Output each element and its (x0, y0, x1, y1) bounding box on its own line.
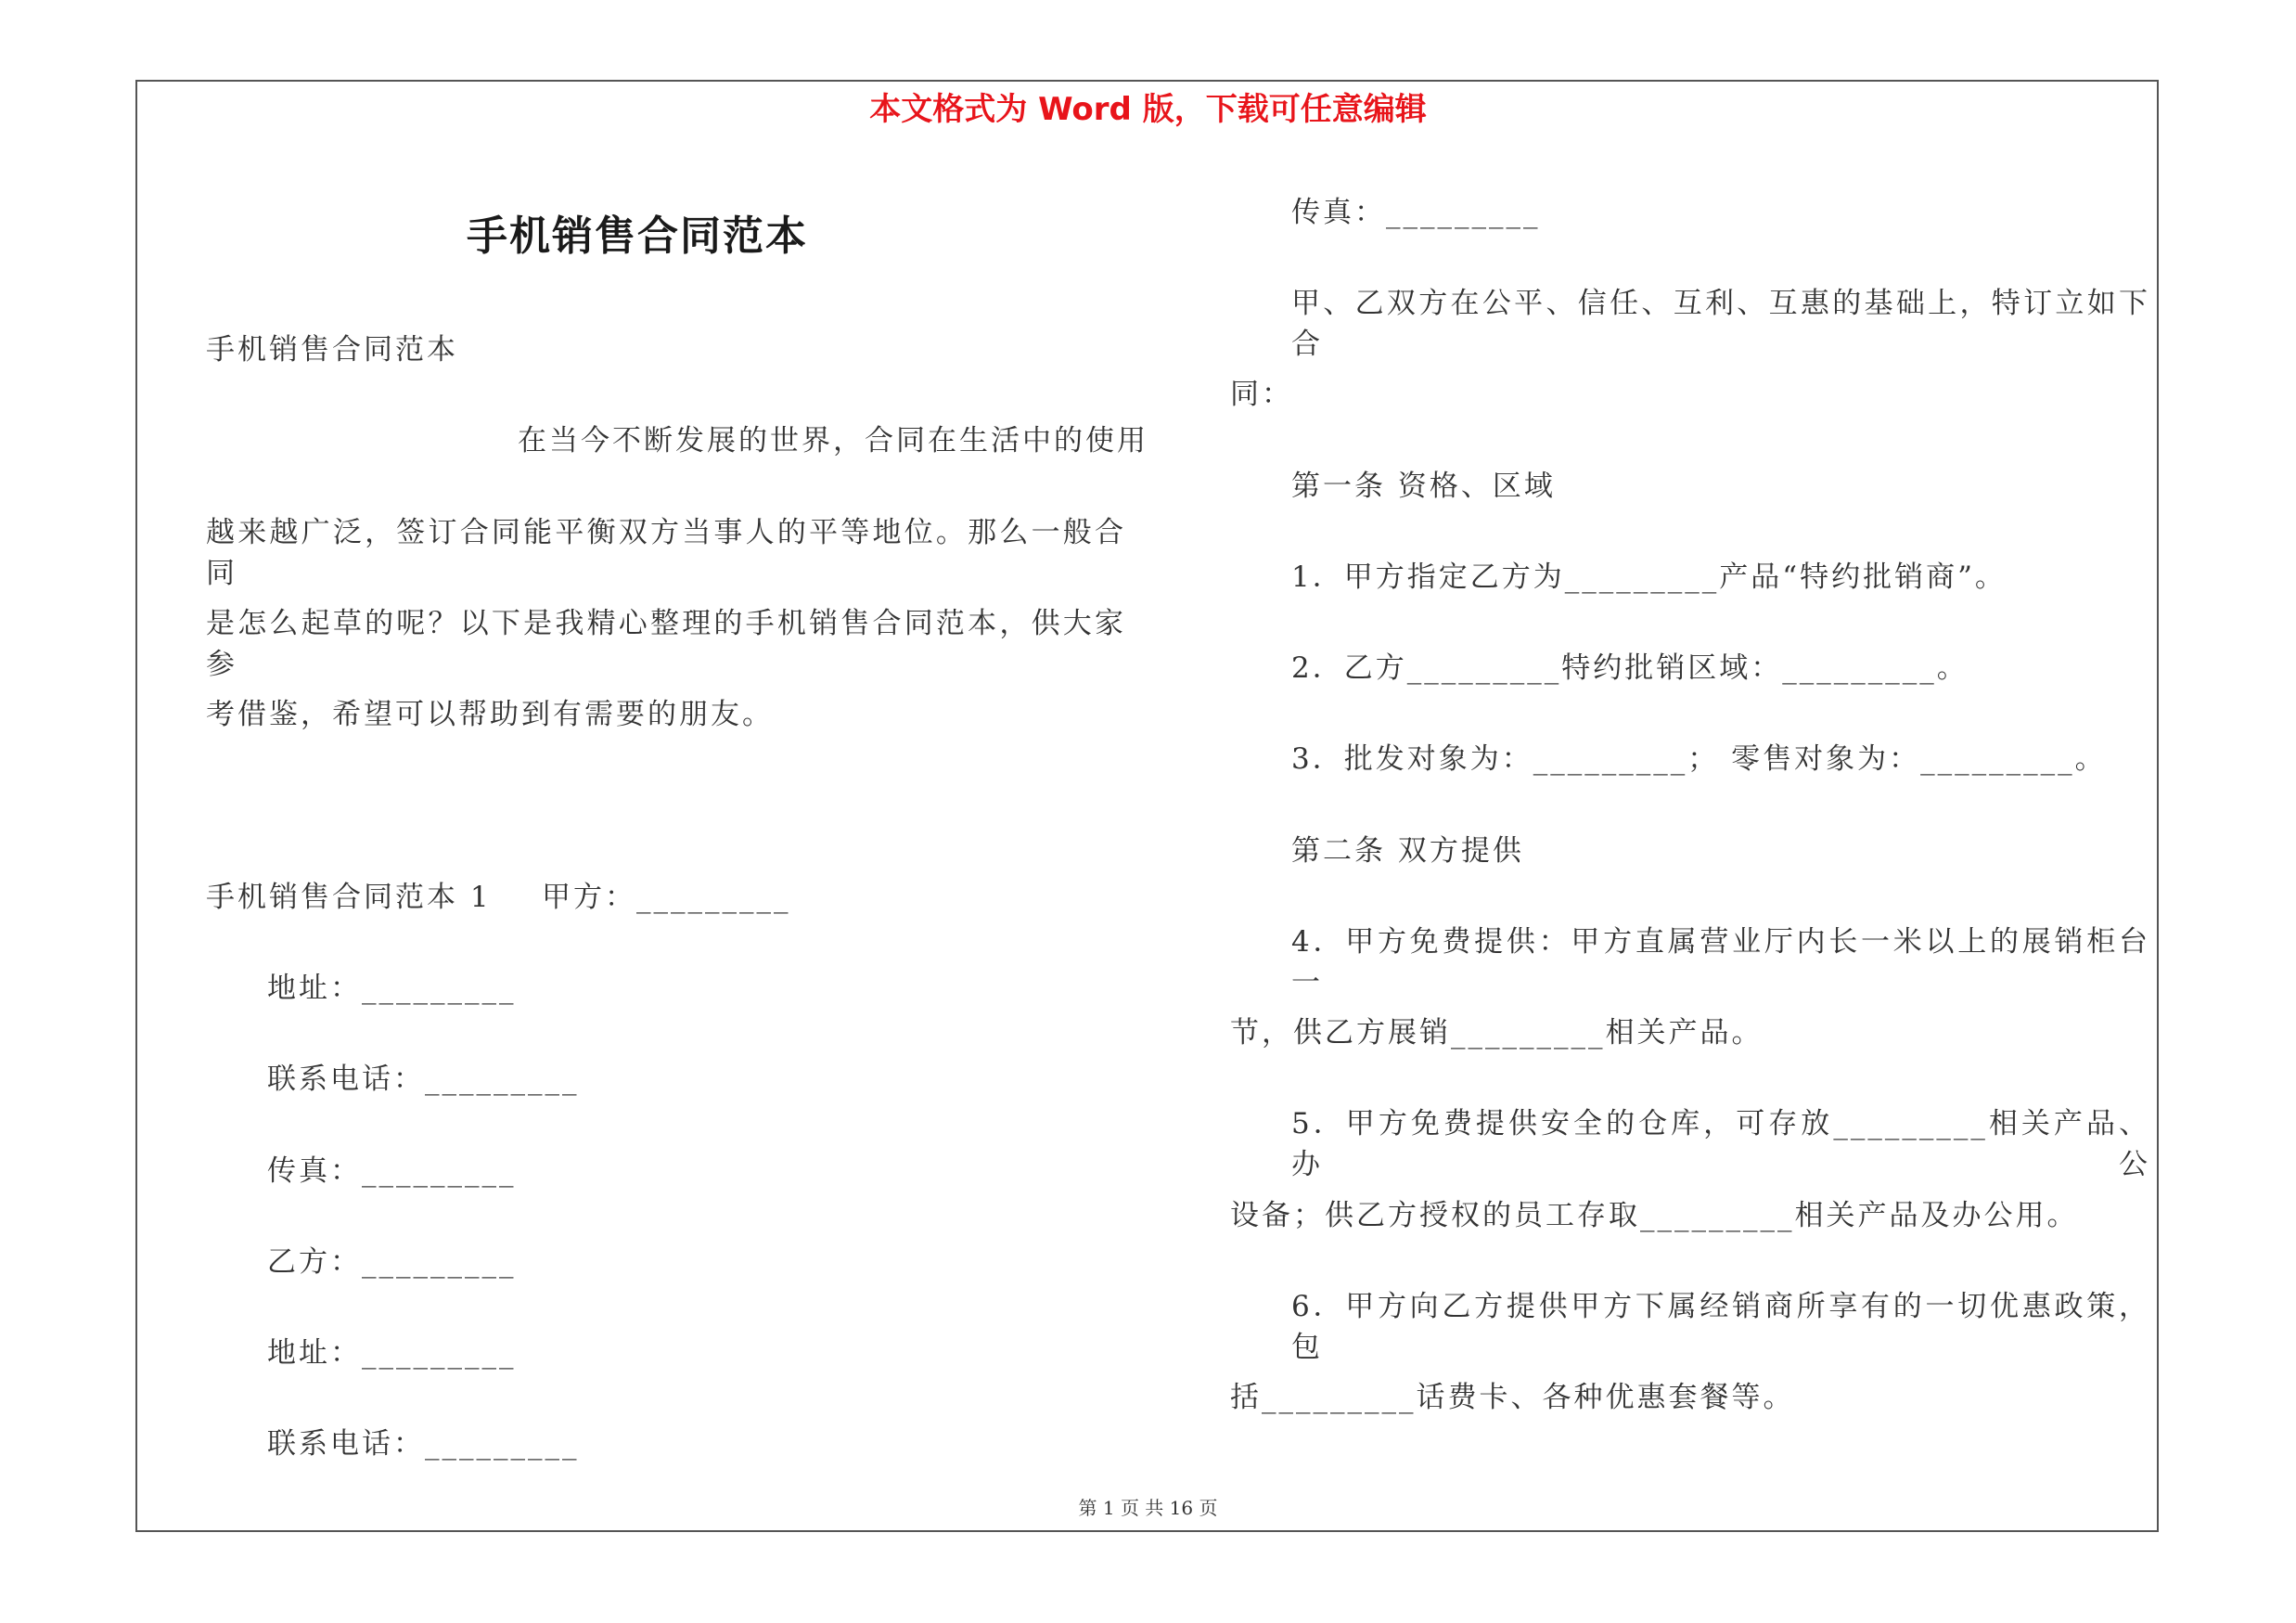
clause-4-line-2: 节，供乙方展销_________相关产品。 (1230, 1016, 1764, 1050)
intro-line-3: 是怎么起草的呢？以下是我精心整理的手机销售合同范本，供大家参 (206, 607, 1126, 681)
clause-6-line-1: 6．甲方向乙方提供甲方下属经销商所享有的一切优惠政策，包 (1291, 1290, 2150, 1364)
phone-field: 联系电话：_________ (267, 1063, 580, 1096)
intro-line-2: 越来越广泛，签订合同能平衡双方当事人的平等地位。那么一般合同 (206, 516, 1126, 590)
party-b-field: 乙方：_________ (267, 1245, 517, 1279)
contract-preamble-2: 同： (1230, 378, 1293, 411)
document-title: 手机销售合同范本 (467, 213, 808, 260)
address-field-b: 地址：_________ (267, 1336, 517, 1370)
phone-field-b: 联系电话：_________ (267, 1427, 580, 1461)
page-number-footer: 第 1 页 共 16 页 (1078, 1497, 1218, 1519)
article-2-heading: 第二条 双方提供 (1291, 834, 1524, 868)
contract-preamble-1: 甲、乙双方在公平、信任、互利、互惠的基础上，特订立如下合 (1291, 287, 2150, 361)
intro-line-4: 考借鉴，希望可以帮助到有需要的朋友。 (206, 698, 774, 731)
party-a-field: 甲方：_________ (542, 881, 791, 914)
clause-5-line-1: 5．甲方免费提供安全的仓库，可存放_________相关产品、办公 (1291, 1107, 2150, 1181)
clause-2: 2．乙方_________特约批销区域：_________。 (1291, 651, 1969, 685)
article-1-heading: 第一条 资格、区域 (1291, 470, 1556, 503)
address-field: 地址：_________ (267, 972, 517, 1005)
subtitle: 手机销售合同范本 (206, 333, 458, 367)
intro-line-1: 在当今不断发展的世界，合同在生活中的使用 (518, 424, 1148, 457)
clause-4-line-1: 4．甲方免费提供：甲方直属营业厅内长一米以上的展销柜台一 (1291, 925, 2150, 999)
clause-1: 1．甲方指定乙方为_________产品“特约批销商”。 (1291, 560, 2007, 594)
fax-field-b: 传真：_________ (1291, 196, 1541, 229)
clause-6-line-2: 括_________话费卡、各种优惠套餐等。 (1230, 1381, 1795, 1414)
format-banner: 本文格式为 Word 版，下载可任意编辑 (869, 91, 1427, 128)
fax-field: 传真：_________ (267, 1154, 517, 1188)
sample-heading: 手机销售合同范本 1 (206, 881, 492, 914)
clause-5-line-2: 设备；供乙方授权的员工存取_________相关产品及办公用。 (1230, 1199, 2079, 1232)
clause-3: 3．批发对象为：_________； 零售对象为：_________。 (1291, 742, 2107, 776)
